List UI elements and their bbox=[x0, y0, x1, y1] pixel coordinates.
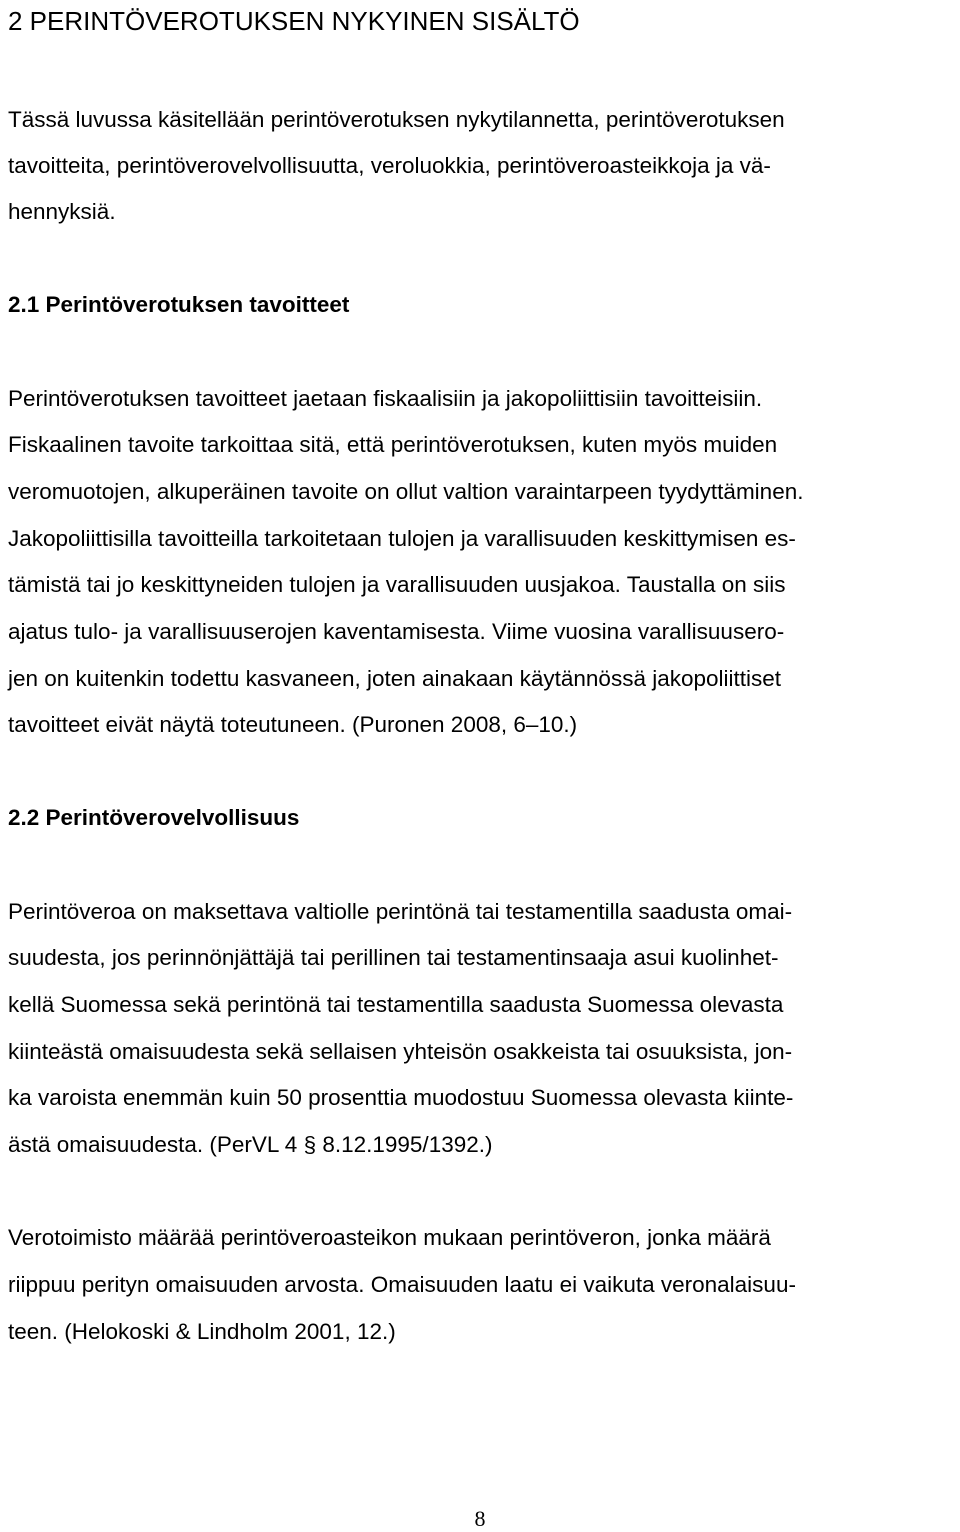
section-2-2-p1-line-4: kiinteästä omaisuudesta sekä sellaisen yhteisön osakkeista tai osuuksista, jon- bbox=[8, 1039, 793, 1064]
section-2-2-p1-line-6: ästä omaisuudesta. (PerVL 4 § 8.12.1995/1392.) bbox=[8, 1132, 493, 1157]
section-2-2-p1-line-1: Perintöveroa on maksettava valtiolle perintönä tai testamentilla saadusta omai- bbox=[8, 899, 793, 924]
section-2-1-heading: 2.1 Perintöverotuksen tavoitteet bbox=[8, 292, 350, 317]
page-number: 8 bbox=[474, 1506, 486, 1531]
section-2-2-p1-line-2: suudesta, jos perinnönjättäjä tai perillinen tai testamentinsaaja asui kuolinhet- bbox=[8, 945, 779, 970]
intro-line-1: Tässä luvussa käsitellään perintöverotuksen nykytilannetta, perintöverotuksen bbox=[8, 107, 785, 132]
section-2-1-line-4: Jakopoliittisilla tavoitteilla tarkoitetaan tulojen ja varallisuuden keskittymisen es- bbox=[8, 526, 796, 551]
section-2-2-p1-line-3: kellä Suomessa sekä perintönä tai testamentilla saadusta Suomessa olevasta bbox=[8, 992, 784, 1017]
section-2-1-line-8: tavoitteet eivät näytä toteutuneen. (Puronen 2008, 6–10.) bbox=[8, 712, 578, 737]
section-2-1-line-3: veromuotojen, alkuperäinen tavoite on ollut valtion varaintarpeen tyydyttäminen. bbox=[8, 479, 804, 504]
section-2-1-line-5: tämistä tai jo keskittyneiden tulojen ja varallisuuden uusjakoa. Taustalla on siis bbox=[8, 572, 786, 597]
section-2-2-p2-line-3: teen. (Helokoski & Lindholm 2001, 12.) bbox=[8, 1319, 396, 1344]
section-2-1-line-2: Fiskaalinen tavoite tarkoittaa sitä, että perintöverotuksen, kuten myös muiden bbox=[8, 432, 778, 457]
chapter-heading: 2 PERINTÖVEROTUKSEN NYKYINEN SISÄLTÖ bbox=[8, 6, 580, 36]
section-2-1-line-7: jen on kuitenkin todettu kasvaneen, joten ainakaan käytännössä jakopoliittiset bbox=[8, 666, 782, 691]
section-2-1-line-1: Perintöverotuksen tavoitteet jaetaan fiskaalisiin ja jakopoliittisiin tavoitteisiin. bbox=[8, 386, 763, 411]
intro-line-3: hennyksiä. bbox=[8, 199, 116, 224]
section-2-2-p2-line-1: Verotoimisto määrää perintöveroasteikon mukaan perintöveron, jonka määrä bbox=[8, 1225, 771, 1250]
section-2-1-line-6: ajatus tulo- ja varallisuuserojen kaventamisesta. Viime vuosina varallisuusero- bbox=[8, 619, 785, 644]
intro-line-2: tavoitteita, perintöverovelvollisuutta, veroluokkia, perintöveroasteikkoja ja vä- bbox=[8, 153, 771, 178]
section-2-2-p1-line-5: ka varoista enemmän kuin 50 prosenttia muodostuu Suomessa olevasta kiinte- bbox=[8, 1085, 794, 1110]
section-2-2-heading: 2.2 Perintöverovelvollisuus bbox=[8, 805, 300, 830]
section-2-2-p2-line-2: riippuu perityn omaisuuden arvosta. Omaisuuden laatu ei vaikuta veronalaisuu- bbox=[8, 1272, 796, 1297]
